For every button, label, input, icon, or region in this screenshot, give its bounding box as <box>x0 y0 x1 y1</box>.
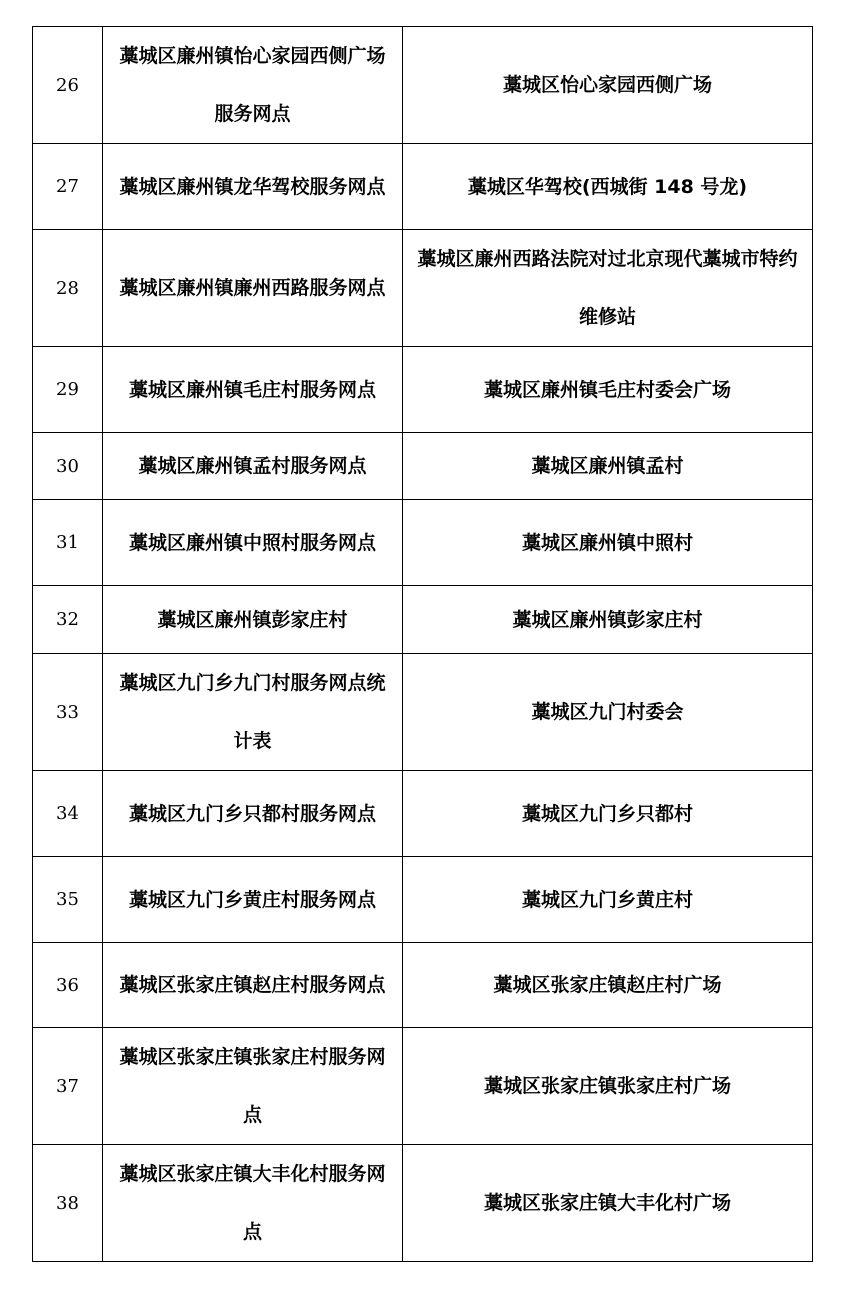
table-row <box>33 943 813 1028</box>
site-name: 藁城区张家庄镇赵庄村服务网点 <box>103 943 403 1028</box>
site-address: 藁城区张家庄镇赵庄村广场 <box>403 943 813 1028</box>
row-number: 33 <box>33 654 103 771</box>
site-address: 藁城区华驾校(西城街 148 号龙) <box>403 144 813 230</box>
table-row <box>33 586 813 654</box>
site-name: 藁城区廉州镇怡心家园西侧广场服务网点 <box>103 27 403 144</box>
site-address: 藁城区张家庄镇张家庄村广场 <box>403 1028 813 1145</box>
table-row <box>33 500 813 586</box>
site-address: 藁城区九门乡黄庄村 <box>403 857 813 943</box>
table-row <box>33 230 813 347</box>
site-name: 藁城区九门乡只都村服务网点 <box>103 771 403 857</box>
site-address: 藁城区张家庄镇大丰化村广场 <box>403 1145 813 1262</box>
site-name: 藁城区九门乡黄庄村服务网点 <box>103 857 403 943</box>
table-row <box>33 771 813 857</box>
row-number: 35 <box>33 857 103 943</box>
table-row <box>33 27 813 144</box>
site-address: 藁城区廉州西路法院对过北京现代藁城市特约维修站 <box>403 230 813 347</box>
row-number: 34 <box>33 771 103 857</box>
site-address: 藁城区九门村委会 <box>403 654 813 771</box>
site-name: 藁城区廉州镇中照村服务网点 <box>103 500 403 586</box>
table-row <box>33 433 813 500</box>
row-number: 31 <box>33 500 103 586</box>
row-number: 29 <box>33 347 103 433</box>
site-name: 藁城区张家庄镇张家庄村服务网点 <box>103 1028 403 1145</box>
row-number: 26 <box>33 27 103 144</box>
row-number: 32 <box>33 586 103 654</box>
site-name: 藁城区廉州镇龙华驾校服务网点 <box>103 144 403 230</box>
table-row <box>33 144 813 230</box>
table-row <box>33 347 813 433</box>
table-row <box>33 654 813 771</box>
site-name: 藁城区廉州镇毛庄村服务网点 <box>103 347 403 433</box>
site-address: 藁城区廉州镇中照村 <box>403 500 813 586</box>
row-number: 38 <box>33 1145 103 1262</box>
site-name: 藁城区廉州镇彭家庄村 <box>103 586 403 654</box>
site-name: 藁城区张家庄镇大丰化村服务网点 <box>103 1145 403 1262</box>
row-number: 30 <box>33 433 103 500</box>
site-name: 藁城区九门乡九门村服务网点统计表 <box>103 654 403 771</box>
row-number: 37 <box>33 1028 103 1145</box>
row-number: 28 <box>33 230 103 347</box>
site-address: 藁城区九门乡只都村 <box>403 771 813 857</box>
site-name: 藁城区廉州镇廉州西路服务网点 <box>103 230 403 347</box>
table-row <box>33 1145 813 1262</box>
site-address: 藁城区廉州镇孟村 <box>403 433 813 500</box>
site-address: 藁城区廉州镇彭家庄村 <box>403 586 813 654</box>
site-address: 藁城区廉州镇毛庄村委会广场 <box>403 347 813 433</box>
table-row <box>33 857 813 943</box>
site-name: 藁城区廉州镇孟村服务网点 <box>103 433 403 500</box>
table-row <box>33 1028 813 1145</box>
row-number: 27 <box>33 144 103 230</box>
row-number: 36 <box>33 943 103 1028</box>
site-address: 藁城区怡心家园西侧广场 <box>403 27 813 144</box>
service-sites-table <box>32 26 813 1262</box>
